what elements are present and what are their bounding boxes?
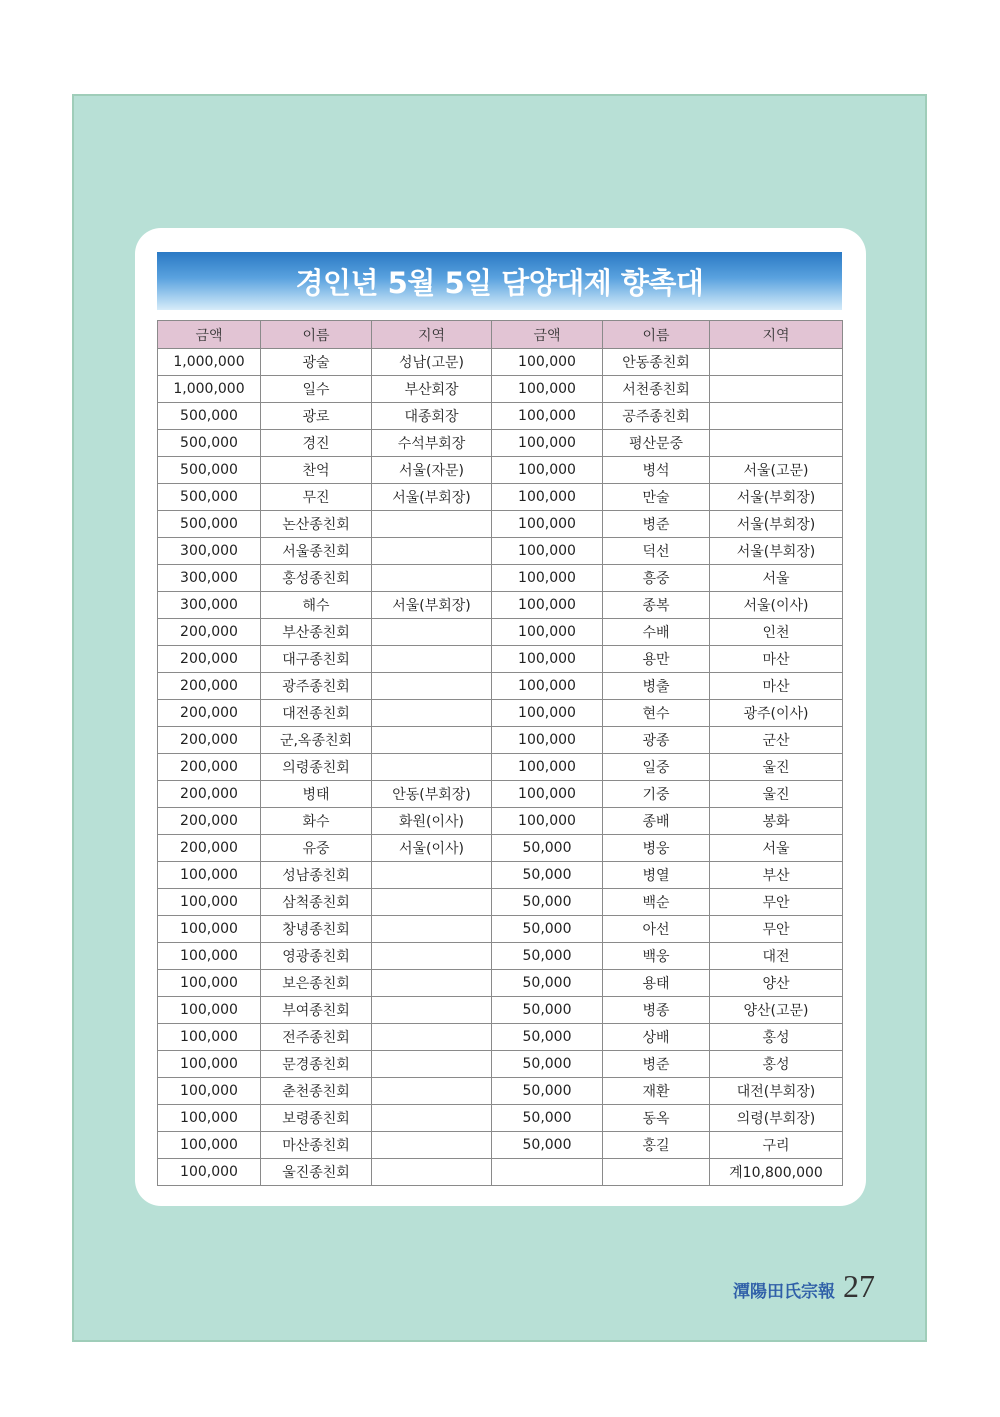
cell-region: 서울(부회장) [372, 484, 492, 511]
cell-amount: 100,000 [492, 646, 603, 673]
cell-name: 병열 [603, 862, 710, 889]
cell-region: 서울(부회장) [710, 538, 843, 565]
table-row [158, 403, 843, 430]
cell-amount: 500,000 [158, 457, 261, 484]
cell-name: 수배 [603, 619, 710, 646]
cell-name: 홍길 [603, 1132, 710, 1159]
cell-region [372, 754, 492, 781]
cell-amount: 100,000 [492, 430, 603, 457]
cell-region: 서울(부회장) [372, 592, 492, 619]
cell-amount: 100,000 [158, 997, 261, 1024]
cell-region [372, 1078, 492, 1105]
column-header-region: 지역 [710, 321, 843, 349]
table-row [158, 862, 843, 889]
cell-region: 인천 [710, 619, 843, 646]
cell-amount: 100,000 [158, 916, 261, 943]
cell-region [372, 997, 492, 1024]
cell-region: 서울 [710, 565, 843, 592]
cell-region [372, 1105, 492, 1132]
cell-amount: 100,000 [492, 700, 603, 727]
cell-amount: 50,000 [492, 1132, 603, 1159]
cell-region: 울진 [710, 754, 843, 781]
cell-region [372, 889, 492, 916]
cell-name: 부산종친회 [261, 619, 372, 646]
cell-amount: 100,000 [492, 349, 603, 376]
cell-name: 병태 [261, 781, 372, 808]
table-row [158, 916, 843, 943]
table-row [158, 808, 843, 835]
cell-name: 의령종친회 [261, 754, 372, 781]
cell-region: 계10,800,000 [710, 1159, 843, 1186]
cell-region: 무안 [710, 889, 843, 916]
cell-name [603, 1159, 710, 1186]
cell-name: 종배 [603, 808, 710, 835]
cell-amount: 200,000 [158, 754, 261, 781]
donation-table [157, 320, 843, 1186]
cell-amount: 100,000 [492, 781, 603, 808]
cell-name: 삼척종친회 [261, 889, 372, 916]
cell-region: 홍성 [710, 1051, 843, 1078]
cell-region [372, 565, 492, 592]
cell-amount: 100,000 [492, 484, 603, 511]
table-row [158, 997, 843, 1024]
cell-region: 구리 [710, 1132, 843, 1159]
cell-name: 해수 [261, 592, 372, 619]
cell-name: 유중 [261, 835, 372, 862]
cell-name: 병웅 [603, 835, 710, 862]
cell-name: 영광종친회 [261, 943, 372, 970]
column-header-name: 이름 [603, 321, 710, 349]
cell-region [372, 1051, 492, 1078]
cell-region: 군산 [710, 727, 843, 754]
cell-name: 현수 [603, 700, 710, 727]
table-row [158, 1105, 843, 1132]
column-header-amount: 금액 [158, 321, 261, 349]
cell-region [710, 430, 843, 457]
cell-region: 대전 [710, 943, 843, 970]
cell-region: 의령(부회장) [710, 1105, 843, 1132]
title-banner [157, 252, 842, 310]
cell-region [372, 916, 492, 943]
cell-region: 봉화 [710, 808, 843, 835]
publication-title: 潭陽田氏宗報 [733, 1282, 835, 1302]
table-row [158, 727, 843, 754]
cell-name: 안동종친회 [603, 349, 710, 376]
table-row [158, 781, 843, 808]
column-header-amount: 금액 [492, 321, 603, 349]
cell-name: 울진종친회 [261, 1159, 372, 1186]
cell-name: 춘천종친회 [261, 1078, 372, 1105]
cell-amount: 100,000 [492, 754, 603, 781]
cell-name: 문경종친회 [261, 1051, 372, 1078]
cell-region [372, 1159, 492, 1186]
cell-region: 광주(이사) [710, 700, 843, 727]
cell-amount: 200,000 [158, 781, 261, 808]
cell-name: 평산문중 [603, 430, 710, 457]
cell-amount [492, 1159, 603, 1186]
cell-name: 부여종친회 [261, 997, 372, 1024]
cell-name: 기중 [603, 781, 710, 808]
cell-region [710, 376, 843, 403]
cell-region: 화원(이사) [372, 808, 492, 835]
table-row [158, 619, 843, 646]
cell-name: 병출 [603, 673, 710, 700]
cell-amount: 100,000 [492, 457, 603, 484]
table-row [158, 1159, 843, 1186]
cell-amount: 100,000 [492, 673, 603, 700]
cell-region: 수석부회장 [372, 430, 492, 457]
table-row [158, 538, 843, 565]
cell-amount: 50,000 [492, 1105, 603, 1132]
cell-name: 백순 [603, 889, 710, 916]
cell-region: 마산 [710, 646, 843, 673]
cell-region: 부산 [710, 862, 843, 889]
cell-amount: 100,000 [158, 889, 261, 916]
cell-name: 일수 [261, 376, 372, 403]
cell-name: 재환 [603, 1078, 710, 1105]
cell-amount: 200,000 [158, 700, 261, 727]
table-row [158, 1132, 843, 1159]
cell-amount: 200,000 [158, 727, 261, 754]
cell-region [372, 1024, 492, 1051]
cell-amount: 100,000 [492, 376, 603, 403]
cell-region [710, 403, 843, 430]
table-row [158, 349, 843, 376]
cell-amount: 1,000,000 [158, 376, 261, 403]
table-row [158, 754, 843, 781]
cell-name: 병종 [603, 997, 710, 1024]
cell-name: 화수 [261, 808, 372, 835]
column-header-name: 이름 [261, 321, 372, 349]
cell-region: 서울 [710, 835, 843, 862]
table-row [158, 511, 843, 538]
cell-region: 성남(고문) [372, 349, 492, 376]
cell-amount: 300,000 [158, 592, 261, 619]
cell-name: 병석 [603, 457, 710, 484]
cell-region [372, 646, 492, 673]
cell-region: 부산회장 [372, 376, 492, 403]
table-row [158, 592, 843, 619]
table-row [158, 970, 843, 997]
table-row [158, 1078, 843, 1105]
cell-name: 광주종친회 [261, 673, 372, 700]
cell-amount: 500,000 [158, 430, 261, 457]
table-row [158, 376, 843, 403]
cell-region: 서울(자문) [372, 457, 492, 484]
cell-amount: 50,000 [492, 1024, 603, 1051]
cell-region [372, 943, 492, 970]
cell-region [372, 619, 492, 646]
cell-name: 창녕종친회 [261, 916, 372, 943]
cell-amount: 100,000 [158, 1132, 261, 1159]
cell-amount: 500,000 [158, 484, 261, 511]
page-number: 27 [843, 1268, 875, 1304]
cell-amount: 100,000 [158, 1024, 261, 1051]
cell-name: 서천종친회 [603, 376, 710, 403]
cell-amount: 100,000 [158, 1078, 261, 1105]
table-row [158, 700, 843, 727]
cell-amount: 200,000 [158, 808, 261, 835]
cell-region [372, 673, 492, 700]
cell-name: 종복 [603, 592, 710, 619]
cell-amount: 100,000 [492, 808, 603, 835]
cell-region: 서울(부회장) [710, 484, 843, 511]
cell-amount: 50,000 [492, 835, 603, 862]
cell-amount: 100,000 [492, 727, 603, 754]
cell-region: 마산 [710, 673, 843, 700]
table-header-row [158, 321, 843, 349]
table-row [158, 673, 843, 700]
cell-name: 보은종친회 [261, 970, 372, 997]
cell-region: 서울(이사) [372, 835, 492, 862]
cell-region: 대종회장 [372, 403, 492, 430]
cell-amount: 50,000 [492, 916, 603, 943]
cell-name: 만술 [603, 484, 710, 511]
cell-amount: 100,000 [158, 1051, 261, 1078]
table-row [158, 484, 843, 511]
cell-amount: 50,000 [492, 943, 603, 970]
cell-amount: 300,000 [158, 538, 261, 565]
table-body [158, 349, 843, 1186]
table-row [158, 430, 843, 457]
cell-region: 서울(고문) [710, 457, 843, 484]
cell-amount: 1,000,000 [158, 349, 261, 376]
cell-amount: 100,000 [158, 943, 261, 970]
cell-name: 군,옥종친회 [261, 727, 372, 754]
cell-name: 대구종친회 [261, 646, 372, 673]
cell-name: 서울종친회 [261, 538, 372, 565]
cell-amount: 500,000 [158, 511, 261, 538]
cell-region [372, 727, 492, 754]
cell-region [372, 700, 492, 727]
cell-amount: 50,000 [492, 889, 603, 916]
table-row [158, 835, 843, 862]
cell-name: 전주종친회 [261, 1024, 372, 1051]
cell-region [372, 511, 492, 538]
cell-amount: 100,000 [492, 619, 603, 646]
cell-region: 양산(고문) [710, 997, 843, 1024]
cell-amount: 100,000 [158, 970, 261, 997]
cell-amount: 300,000 [158, 565, 261, 592]
cell-name: 덕선 [603, 538, 710, 565]
cell-amount: 100,000 [492, 565, 603, 592]
cell-amount: 50,000 [492, 862, 603, 889]
cell-amount: 100,000 [492, 511, 603, 538]
table-row [158, 1024, 843, 1051]
table-row [158, 943, 843, 970]
cell-name: 마산종친회 [261, 1132, 372, 1159]
cell-name: 일중 [603, 754, 710, 781]
cell-amount: 500,000 [158, 403, 261, 430]
cell-name: 광종 [603, 727, 710, 754]
cell-name: 흥중 [603, 565, 710, 592]
cell-name: 병준 [603, 511, 710, 538]
table-row [158, 1051, 843, 1078]
cell-region [372, 862, 492, 889]
cell-name: 백웅 [603, 943, 710, 970]
cell-amount: 200,000 [158, 646, 261, 673]
cell-name: 아선 [603, 916, 710, 943]
cell-amount: 100,000 [492, 538, 603, 565]
cell-region: 울진 [710, 781, 843, 808]
cell-amount: 100,000 [492, 403, 603, 430]
cell-region: 홍성 [710, 1024, 843, 1051]
cell-amount: 200,000 [158, 673, 261, 700]
cell-amount: 100,000 [492, 592, 603, 619]
cell-region [372, 1132, 492, 1159]
cell-region: 양산 [710, 970, 843, 997]
cell-name: 대전종친회 [261, 700, 372, 727]
table-row [158, 457, 843, 484]
cell-name: 동옥 [603, 1105, 710, 1132]
cell-amount: 200,000 [158, 835, 261, 862]
column-header-region: 지역 [372, 321, 492, 349]
cell-name: 논산종친회 [261, 511, 372, 538]
cell-name: 용태 [603, 970, 710, 997]
cell-name: 성남종친회 [261, 862, 372, 889]
cell-region [710, 349, 843, 376]
cell-name: 광로 [261, 403, 372, 430]
footer [733, 1268, 875, 1305]
cell-region: 안동(부회장) [372, 781, 492, 808]
cell-amount: 100,000 [158, 1159, 261, 1186]
table-row [158, 565, 843, 592]
cell-amount: 100,000 [158, 862, 261, 889]
cell-name: 경진 [261, 430, 372, 457]
cell-name: 공주종친회 [603, 403, 710, 430]
cell-name: 무진 [261, 484, 372, 511]
cell-amount: 200,000 [158, 619, 261, 646]
cell-amount: 100,000 [158, 1105, 261, 1132]
cell-region: 서울(부회장) [710, 511, 843, 538]
banner-title: 경인년 5월 5일 담양대제 향촉대 [295, 265, 704, 300]
cell-name: 병준 [603, 1051, 710, 1078]
cell-amount: 50,000 [492, 997, 603, 1024]
cell-amount: 50,000 [492, 970, 603, 997]
cell-name: 용만 [603, 646, 710, 673]
cell-name: 상배 [603, 1024, 710, 1051]
table-row [158, 889, 843, 916]
cell-region [372, 538, 492, 565]
cell-name: 광술 [261, 349, 372, 376]
cell-amount: 50,000 [492, 1078, 603, 1105]
cell-region: 대전(부회장) [710, 1078, 843, 1105]
table-row [158, 646, 843, 673]
cell-name: 홍성종친회 [261, 565, 372, 592]
cell-region: 무안 [710, 916, 843, 943]
cell-name: 보령종친회 [261, 1105, 372, 1132]
cell-name: 찬억 [261, 457, 372, 484]
cell-amount: 50,000 [492, 1051, 603, 1078]
cell-region: 서울(이사) [710, 592, 843, 619]
cell-region [372, 970, 492, 997]
